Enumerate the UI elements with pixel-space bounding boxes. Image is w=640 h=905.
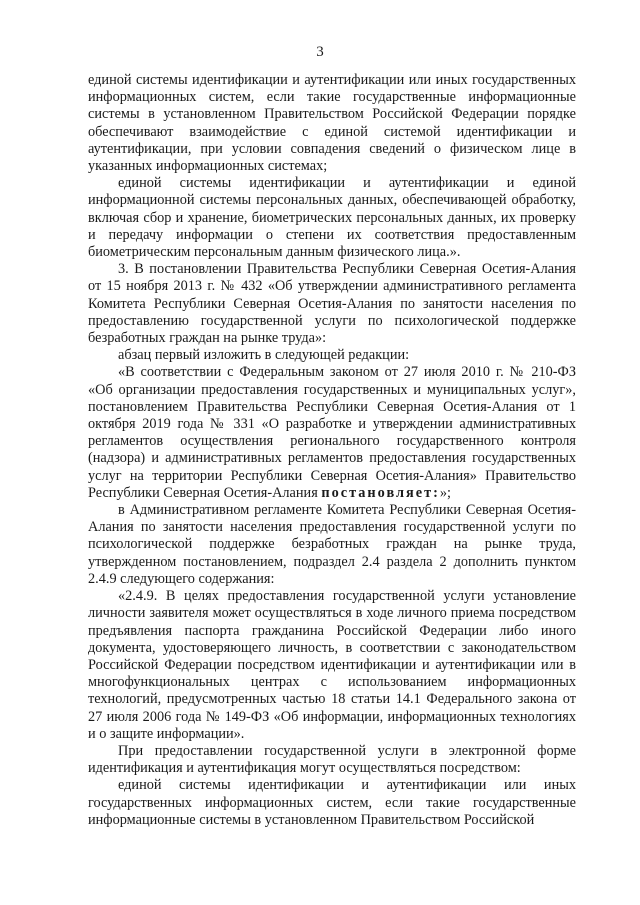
page-number: 3 bbox=[316, 44, 324, 60]
paragraph-9: единой системы идентификации и аутентификации или иных государственных информационных систем, если такие государственные информационные системы в установленном Правительством Российской bbox=[88, 777, 576, 828]
paragraph-7: «2.4.9. В целях предоставления государственной услуги установление личности заявителя может осуществляться в ходе личного приема посредством предъявления паспорта гражданина Российской Федерации либо иного документа, удостоверяющего личность, в соответствии с законодательством Российской Федерации посредством идентификации и аутентификации или в многофункциональных центрах с использованием информационных технологий, предусмотренных частью 18 статьи 14.1 Федерального закона от 27 июля 2006 года № 149-ФЗ «Об информации, информационных технологиях и о защите информации». bbox=[88, 588, 576, 742]
paragraph-3: 3. В постановлении Правительства Республики Северная Осетия-Алания от 15 ноября 2013 г. № 432 «Об утверждении административного регламента Комитета Республики Северная Осетия-Алания по занятости населения по предоставлению государственной услуги по психологической поддержке безработных граждан на рынке труда»: bbox=[88, 261, 576, 347]
paragraph-2: единой системы идентификации и аутентификации и единой информационной системы персональных данных, обеспечивающей обработку, включая сбор и хранение, биометрических персональных данных, их проверку и передачу информации о степени их соответствия предоставленным биометрическим персональным данным физического лица.». bbox=[88, 175, 576, 261]
paragraph-6: в Административном регламенте Комитета Республики Северная Осетия-Алания по занятости населения предоставления государственной услуги по психологической поддержке безработных граждан на рынке труда, утвержденном постановлением, подраздел 2.4 раздела 2 дополнить пунктом 2.4.9 следующего содержания: bbox=[88, 502, 576, 587]
document-body bbox=[88, 72, 576, 829]
paragraph-5-text: «В соответствии с Федеральным законом от 27 июля 2010 г. № 210-ФЗ «Об организации предоставления государственных и муниципальных услуг», постановлением Правительства Республики Северная Осетия-Алания от 1 октября 2019 года № 331 «О разработке и утверждении административных регламентов осуществления регионального государственного контроля (надзора) и административных регламентов предоставления государственных услуг на территории Республики Северная Осетия-Алания» Правительство Республики Северная Осетия-Алания bbox=[88, 364, 576, 501]
decree-word: постановляет: bbox=[321, 484, 440, 501]
paragraph-4: абзац первый изложить в следующей редакции: bbox=[118, 347, 410, 364]
paragraph-5 bbox=[88, 364, 576, 502]
paragraph-1: единой системы идентификации и аутентификации или иных государственных информационных систем, если такие государственные информационные системы в установленном Правительством Российской Федерации порядке обеспечивают взаимодействие с единой системой идентификации и аутентификации, при условии совпадения сведений о физическом лице в указанных информационных системах; bbox=[88, 72, 576, 175]
paragraph-8: При предоставлении государственной услуги в электронной форме идентификация и аутентификация могут осуществляться посредством: bbox=[88, 742, 576, 777]
decree-tail: »; bbox=[439, 484, 452, 501]
